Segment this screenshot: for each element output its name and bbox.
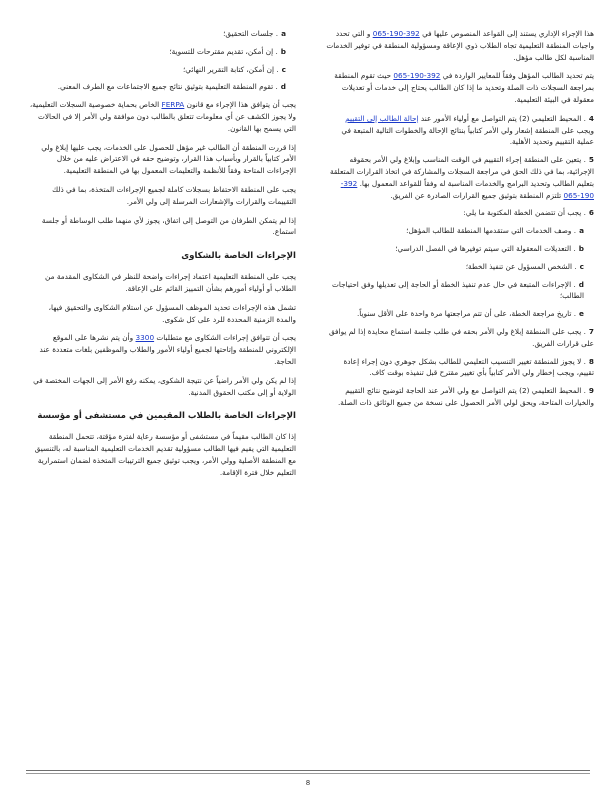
page-number: 8 xyxy=(305,779,311,787)
numbered-item-8: 8. لا يجوز للمنطقة تغيير التنسيب التعليمي للطالب بشكل جوهري دون إجراء إعادة تقييم، ويجب إخطار ولي الأمر كتابياً بأي تغيير مقترح قبل تنفيذه بوقت كاف. xyxy=(343,356,594,378)
paragraph: إذا كان الطالب مقيماً في مستشفى أو مؤسسة رعاية لفترة مؤقتة، تتحمل المنطقة التعليمية التي يقيم فيها الطالب مسؤولية تقديم الخدمات التعليمية المناسبة له، بالتنسيق مع المنطقة الأصلية وولي الأمر، ويجب توثيق جميع الترتيبات المتخذة لضمان استمرارية التعليم خلال فترة الإقامة. xyxy=(34,432,296,477)
sub-item-b: b. إن أمكن، تقديم مقترحات للتسوية؛ xyxy=(169,46,286,56)
footer-rule xyxy=(26,773,590,774)
footer-rule xyxy=(26,770,590,771)
item-number: 7 xyxy=(588,326,594,336)
regulation-link[interactable]: 392-190-065 xyxy=(340,178,594,200)
sub-item-e: e. تاريخ مراجعة الخطة، على أن تتم مراجعتها مرة واحدة على الأقل سنوياً. xyxy=(356,309,584,319)
sub-item-c: c. إن أمكن، كتابة التقرير النهائي؛ xyxy=(182,64,286,74)
sub-item-a: a. وصف الخدمات التي ستقدمها المنطقة للطالب المؤهل؛ xyxy=(406,226,584,236)
paragraph: إذا لم يكن ولي الأمر راضياً عن نتيجة الشكوى، يمكنه رفع الأمر إلى الجهات المختصة في الولاية أو إلى مكتب الحقوق المدنية. xyxy=(33,375,296,397)
sub-item-c: c. الشخص المسؤول عن تنفيذ الخطة؛ xyxy=(465,261,584,271)
item-number: 9 xyxy=(588,386,594,396)
paragraph: يجب على المنطقة الاحتفاظ بسجلات كاملة لجميع الإجراءات المتخذة، بما في ذلك التقييمات والقرارات والإشعارات المرسلة إلى ولي الأمر. xyxy=(52,184,296,206)
item-number: 5 xyxy=(588,155,594,165)
numbered-item-7: 7. يجب على المنطقة إبلاغ ولي الأمر بحقه في طلب جلسة استماع محايدة إذا لم يوافق على قرارات الفريق. xyxy=(328,326,594,348)
paragraph: يجب أن تتوافق إجراءات الشكاوى مع متطلبات 3300 وأن يتم نشرها على الموقع الإلكتروني للمنطقة وإتاحتها لجميع أولياء الأمور والطلاب والموظفين بلغات متعددة عند الحاجة. xyxy=(39,333,296,366)
sub-item-d: d. تقوم المنطقة التعليمية بتوثيق نتائج جميع الاجتماعات مع الطرف المعني. xyxy=(57,82,286,92)
paragraph: هذا الإجراء الإداري يستند إلى القواعد المنصوص عليها في 392-190-065 و التي تحدد واجبات المنطقة التعليمية تجاه الطلاب ذوي الإعاقة ومسؤولية المنطقة في توفير الخدمات المناسبة لكل طالب مؤهل. xyxy=(326,29,594,62)
item-number: 8 xyxy=(588,356,594,366)
paragraph: إذا لم يتمكن الطرفان من التوصل إلى اتفاق، يجوز لأي منهما طلب الوساطة أو جلسة استماع. xyxy=(41,215,296,237)
sub-item-b: b. التعديلات المعقولة التي سيتم توفيرها في الفصل الدراسي؛ xyxy=(395,243,584,253)
section-heading: الإجراءات الخاصة بالشكاوى xyxy=(181,251,296,262)
numbered-item-6: 6. يجب أن تتضمن الخطة المكتوبة ما يلي: xyxy=(463,208,594,218)
paragraph: يتم تحديد الطالب المؤهل وفقاً للمعايير الواردة في 392-190-065 حيث تقوم المنطقة بمراجعة السجلات ذات الصلة وتحديد ما إذا كان الطالب يحتاج إلى خدمات أو تعديلات معقولة في البيئة التعليمية. xyxy=(334,71,594,104)
ferpa-link[interactable]: FERPA xyxy=(161,100,185,110)
numbered-item-5: 5. يتعين على المنطقة إجراء التقييم في الوقت المناسب وإبلاغ ولي الأمر بحقوقه الإجرائية، بما في ذلك الحق في مراجعة السجلات والمشاركة في اتخاذ القرارات المتعلقة بتعليم الطالب وتحديد البرامج والخدمات المناسبة له وفقاً للقواعد المعمول بها. 392-190-065 تلتزم المنطقة بتوثيق جميع القرارات الصادرة عن الفريق. xyxy=(329,155,594,200)
left-column xyxy=(28,28,296,486)
paragraph: يجب أن يتوافق هذا الإجراء مع قانون FERPA الخاص بحماية خصوصية السجلات التعليمية، ولا يجوز الكشف عن أي معلومات تتعلق بالطالب دون موافقة ولي الأمر إلا في الحالات التي يسمح بها القانون. xyxy=(29,100,296,133)
paragraph: إذا قررت المنطقة أن الطالب غير مؤهل للحصول على الخدمات، يجب عليها إبلاغ ولي الأمر كتابياً بالقرار وبأسباب هذا القرار، وتوضيح حقه في الاعتراض عليه من خلال الإجراءات المتاحة وفقاً للأنظمة والتعليمات المعمول بها في المنطقة التعليمية. xyxy=(41,142,296,176)
paragraph: يجب على المنطقة التعليمية اعتماد إجراءات واضحة للنظر في الشكاوى المقدمة من الطلاب أو أولياء أمورهم بشأن التمييز القائم على الإعاقة. xyxy=(45,272,296,293)
regulation-link[interactable]: 392-190-065 xyxy=(372,29,420,38)
item-number: 4 xyxy=(588,113,594,123)
policy-link[interactable]: 3300 xyxy=(135,333,155,343)
paragraph: تشمل هذه الإجراءات تحديد الموظف المسؤول عن استلام الشكاوى والتحقيق فيها، والمدة الزمنية المحددة للرد على كل شكوى. xyxy=(48,302,296,324)
numbered-item-9: 9. المحيط التعليمي (2) يتم التواصل مع ولي الأمر عند الحاجة لتوضيح نتائج التقييم والخيارات المتاحة، ويحق لولي الأمر الحصول على نسخة من جميع الوثائق ذات الصلة. xyxy=(337,386,594,407)
right-column xyxy=(326,28,594,415)
section-heading: الإجراءات الخاصة بالطلاب المقيمين في مستشفى أو مؤسسة xyxy=(37,411,296,422)
regulation-link[interactable]: 392-190-065 xyxy=(393,71,441,81)
referral-link[interactable]: إحالة الطالب إلى التقييم xyxy=(345,113,419,123)
sub-item-d: d. الإجراءات المتبعة في حال عدم تنفيذ الخطة أو الحاجة إلى تعديلها وفق احتياجات الطالب؛ xyxy=(332,279,584,301)
sub-item-a: a. جلسات التحقيق؛ xyxy=(223,29,286,38)
numbered-item-4: 4. المحيط التعليمي (2) يتم التواصل مع أولياء الأمور عند إحالة الطالب إلى التقييم ويجب على المنطقة إشعار ولي الأمر كتابياً بنتائج الإحالة والخطوات التالية المتبعة في عملية التقييم وتحديد الأهلية. xyxy=(341,113,594,147)
item-number: 6 xyxy=(588,208,594,218)
